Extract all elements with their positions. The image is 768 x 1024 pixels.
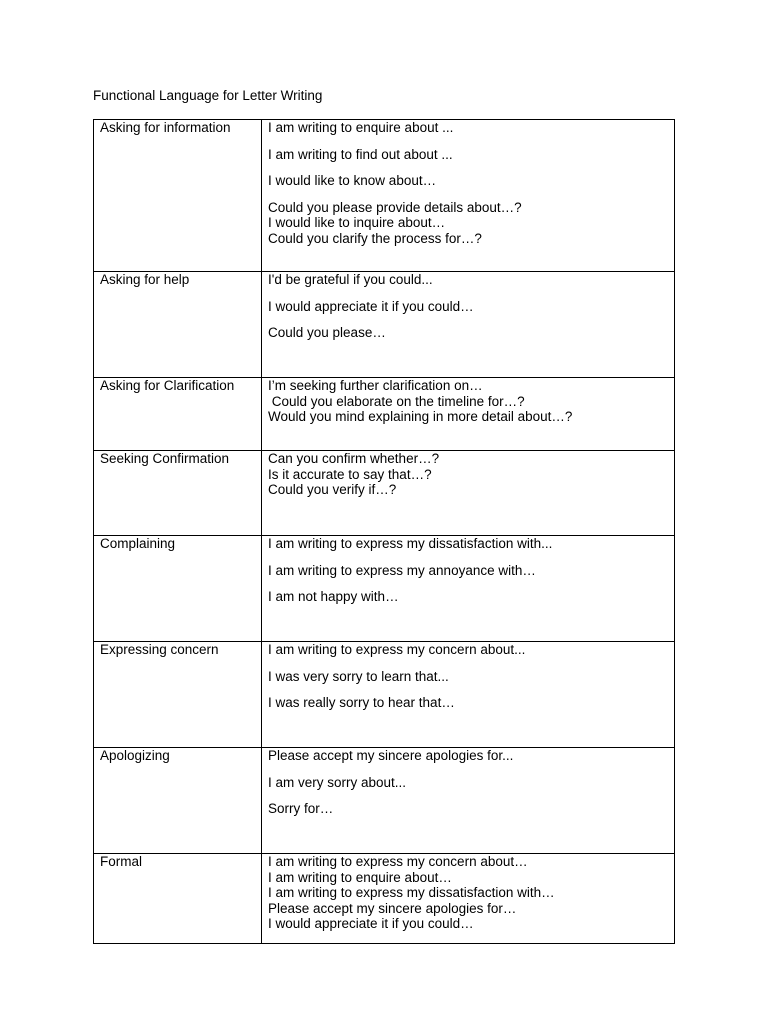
phrase-line: I am writing to express my concern about...	[268, 642, 526, 657]
category-label: Apologizing	[100, 748, 170, 763]
phrase-line: I would appreciate it if you could…	[268, 916, 474, 931]
phrase-line: I am writing to find out about ...	[268, 146, 453, 162]
phrase-group	[268, 563, 674, 579]
phrase-group	[268, 299, 674, 315]
phrases-cell	[262, 642, 675, 748]
phrase-group	[268, 669, 674, 685]
table-row	[94, 748, 675, 854]
phrase-line: I would like to know about…	[268, 173, 437, 188]
category-label: Expressing concern	[100, 642, 219, 657]
phrase-line: I am very sorry about...	[268, 774, 407, 790]
phrase-line: Please accept my sincere apologies for…	[268, 900, 517, 916]
category-cell	[94, 378, 262, 451]
phrases-cell	[262, 120, 675, 272]
phrase-line: I was very sorry to learn that...	[268, 668, 449, 684]
phrases-cell	[262, 748, 675, 854]
phrase-line: I am writing to express my dissatisfaction with…	[268, 885, 555, 900]
phrase-group	[268, 854, 674, 932]
phrase-group	[268, 147, 674, 163]
phrase-line: Could you clarify the process for…?	[268, 230, 482, 246]
table-row	[94, 451, 675, 536]
phrase-group	[268, 775, 674, 791]
phrase-group	[268, 748, 674, 764]
phrase-line: Could you please…	[268, 325, 386, 340]
category-label: Asking for Clarification	[100, 378, 235, 393]
table-row	[94, 272, 675, 378]
phrases-cell	[262, 854, 675, 944]
phrase-group	[268, 378, 674, 425]
phrases-cell	[262, 378, 675, 451]
phrases-cell	[262, 451, 675, 536]
phrase-line: I would like to inquire about…	[268, 215, 446, 230]
phrase-line: Would you mind explaining in more detail about…?	[268, 409, 573, 424]
phrase-group	[268, 801, 674, 817]
category-label: Formal	[100, 854, 143, 869]
phrases-cell	[262, 272, 675, 378]
phrase-group	[268, 451, 674, 498]
phrase-group	[268, 589, 674, 605]
phrases-cell	[262, 536, 675, 642]
phrase-line: I was really sorry to hear that…	[268, 695, 455, 710]
phrase-line: Is it accurate to say that…?	[268, 466, 432, 482]
category-label: Seeking Confirmation	[100, 451, 230, 466]
table-row	[94, 378, 675, 451]
table-row	[94, 642, 675, 748]
phrase-line: I am writing to express my annoyance with…	[268, 562, 536, 578]
category-cell	[94, 854, 262, 944]
phrase-group	[268, 120, 674, 136]
category-label: Complaining	[100, 536, 176, 551]
phrase-line: I am writing to enquire about ...	[268, 120, 454, 135]
phrase-line: Could you please provide details about…?	[268, 199, 522, 215]
phrase-line: Could you elaborate on the timeline for…?	[268, 393, 525, 409]
phrase-table-body	[94, 120, 675, 944]
phrase-line: Can you confirm whether…?	[268, 451, 440, 466]
table-row	[94, 854, 675, 944]
phrase-group	[268, 325, 674, 341]
phrase-line: I am writing to express my dissatisfaction with...	[268, 536, 553, 551]
phrase-line: I would appreciate it if you could…	[268, 298, 474, 314]
category-label: Asking for information	[100, 120, 231, 135]
document-title: Functional Language for Letter Writing	[93, 88, 323, 103]
phrase-line: I am writing to express my concern about…	[268, 854, 528, 869]
phrase-line: Could you verify if…?	[268, 482, 397, 497]
category-cell	[94, 451, 262, 536]
category-cell	[94, 642, 262, 748]
category-cell	[94, 536, 262, 642]
phrase-line: I am writing to enquire about…	[268, 869, 452, 885]
table-row	[94, 120, 675, 272]
phrase-group	[268, 642, 674, 658]
category-cell	[94, 120, 262, 272]
phrase-line: Sorry for…	[268, 801, 334, 816]
category-cell	[94, 748, 262, 854]
phrase-table	[93, 119, 675, 944]
phrase-line: I’m seeking further clarification on…	[268, 378, 483, 393]
category-cell	[94, 272, 262, 378]
phrase-line: Please accept my sincere apologies for...	[268, 748, 514, 763]
category-label: Asking for help	[100, 272, 190, 287]
phrase-line: I am not happy with…	[268, 589, 399, 604]
phrase-group	[268, 173, 674, 189]
phrase-group	[268, 695, 674, 711]
phrase-group	[268, 200, 674, 247]
phrase-group	[268, 536, 674, 552]
phrase-group	[268, 272, 674, 288]
phrase-line: I'd be grateful if you could...	[268, 272, 433, 287]
table-row	[94, 536, 675, 642]
